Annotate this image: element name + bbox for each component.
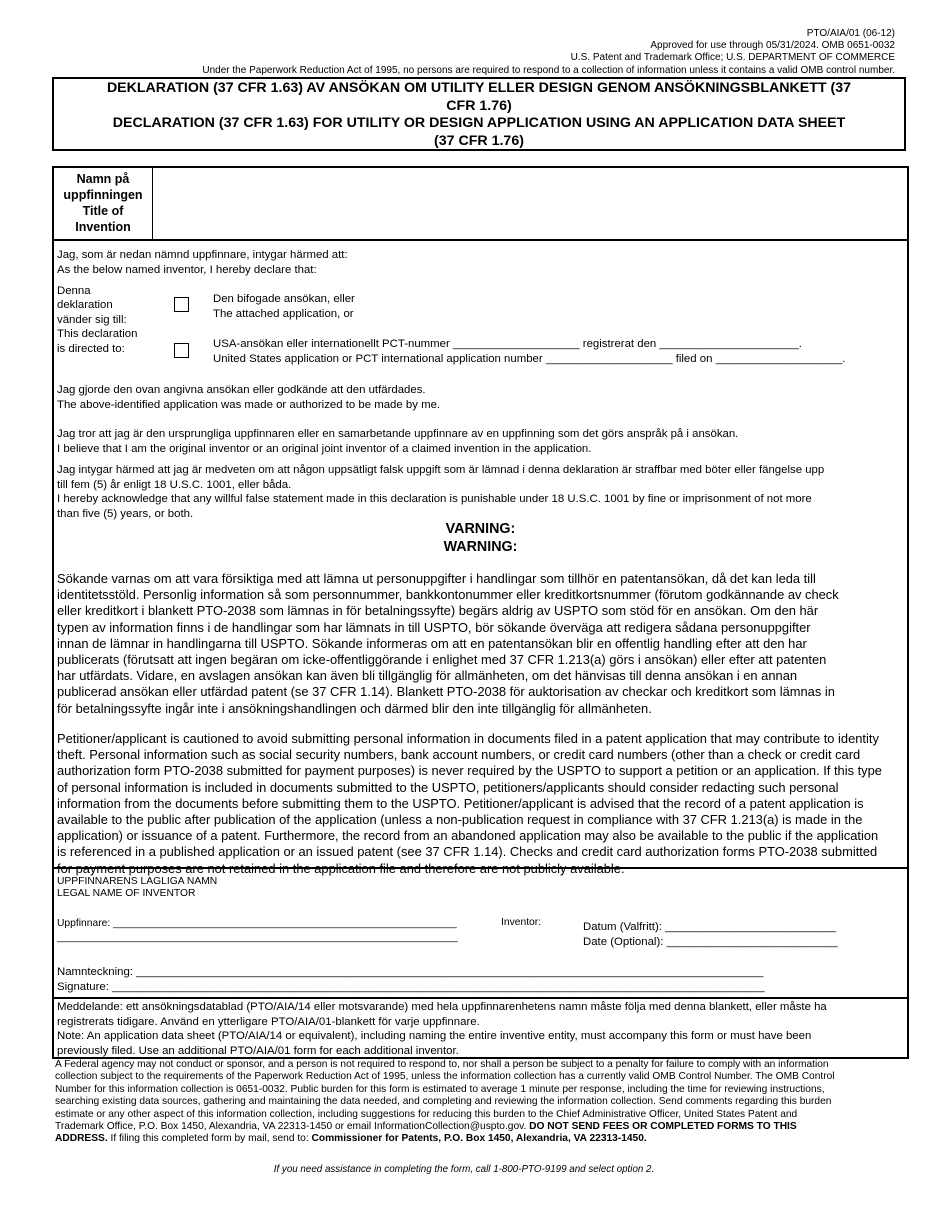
- option-prior-application: USA-ansökan eller internationellt PCT-nummer ____________________ registrerat den ______________________. United States application or PCT international application number ____________________ filed on ____________________.: [213, 338, 846, 365]
- title-swedish-line-2: CFR 1.76): [446, 97, 512, 114]
- warning-swedish-line: för betalningssyfte ingår inte i ansökningshandlingen och därmed blir den inte tillgänglig för allmänheten.: [57, 700, 652, 716]
- burden-statement-line: Number for this information collection is 0651-0032. Public burden for this form is estimated to average 1 minute per response, including the time for reviewing instructions,: [55, 1083, 825, 1095]
- assistance-line: If you need assistance in completing the form, call 1-800-PTO-9199 and select option 2.: [273, 1164, 655, 1175]
- divider: [54, 867, 907, 869]
- warning-swedish-line: eller kreditkort i blankett PTO-2038 som lämnas in för betalningssyfte) begärs aldrig av USPTO som stöd för en ansökan. Om den här: [57, 603, 819, 619]
- date-optional-field[interactable]: Datum (Valfritt): ___________________________ Date (Optional): ___________________________: [583, 921, 838, 948]
- warning-swedish-line: har utfärdats. Vidare, en avslagen ansökan kan även bli tillgänglig för allmänheten, om det hänvisas till denna ansökan i en annan: [57, 668, 798, 684]
- attached-application-checkbox[interactable]: [174, 297, 189, 312]
- burden-statement-line: estimate or any other aspect of this information collection, including suggestions for reducing this burden to the Chief Administrative Officer, United States Patent and: [55, 1108, 798, 1120]
- option-attached-application: Den bifogade ansökan, eller The attached application, or: [213, 293, 355, 320]
- declaration-form-body: [52, 166, 909, 1059]
- paperwork-notice: Under the Paperwork Reduction Act of 1995, no persons are required to respond to a collection of information unless it contains a valid OMB control number.: [202, 65, 895, 76]
- warning-swedish-text: [57, 571, 839, 717]
- legal-name-label: UPPFINNARENS LAGLIGA NAMN LEGAL NAME OF INVENTOR: [57, 876, 218, 899]
- warning-english-line: [57, 861, 882, 877]
- prior-application-checkbox[interactable]: [174, 343, 189, 358]
- warning-swedish-line: identitetsstöld. Personlig information så som personnummer, bankkontonummer eller kreditkortsnummer (förutom godkännande av check: [57, 587, 839, 603]
- warning-swedish-line: innan de lämnar in handlingarna till USPTO. Sökande informeras om att en patentansökan blir en offentlig handling efter att den har: [57, 635, 807, 651]
- warning-english-line: information from the documents before submitting them to the USPTO. Petitioner/applicant is advised that the record of a patent application is: [57, 795, 864, 811]
- burden-statement-line: A Federal agency may not conduct or sponsor, and a person is not required to respond to, nor shall a person be subject to a penalty for failure to comply with an information: [55, 1059, 829, 1070]
- directed-to-label: Denna deklaration vänder sig till: This declaration is directed to:: [57, 285, 138, 355]
- warning-english-text: [57, 731, 882, 877]
- declare-intro: Jag, som är nedan nämnd uppfinnare, intygar härmed att: As the below named inventor, I hereby declare that:: [57, 249, 348, 276]
- signature-field[interactable]: Namnteckning: ___________________________________________________________________________________________________ Signature: _______________________________________________________________________________________________________: [57, 966, 765, 993]
- warning-swedish-line: publicerad ansökan eller utfärdad patent (se 37 CFR 1.14). Blankett PTO-2038 för auktorisation av checkar och kreditkort som lämnas in: [57, 684, 835, 700]
- warning-english-line: of personal information is included in documents submitted to the USPTO, petitioners/applicants should consider redacting such personal: [57, 779, 839, 795]
- statement-application-made: Jag gjorde den ovan angivna ansökan eller godkände att den utfärdades. The above-identified application was made or authorized to be made by me.: [57, 384, 441, 411]
- warning-english-line: application) or issuance of a patent. Furthermore, the record from an abandoned application may also be available to the public if the application: [57, 828, 879, 844]
- title-english-line-1: DECLARATION (37 CFR 1.63) FOR UTILITY OR DESIGN APPLICATION USING AN APPLICATION DATA SHEET: [112, 115, 846, 131]
- form-title: [52, 77, 906, 151]
- burden-statement: A Federal agency may not conduct or sponsor, and a person is not required to respond to, nor shall a person be subject to a penalty for failure to comply with an information collection subject to the requirements of the Paperwork Reduction Act of 1995, unless the information collection has a currently valid OMB Control Number. The OMB Control Number for this information collection is 0651-0032. Public burden for this form is estimated to average 1 minute per response, including the time for reviewing instructions, searching existing data sources, gathering and maintaining the data needed, and completing and reviewing the information collection. Send comments regarding this burden estimate or any other aspect of this information collection, including suggestions for reducing this burden to the Chief Administrative Officer, United States Patent and Trademark Office, P.O. Box 1450, Alexandria, VA 22313-1450 or email InformationCollection@uspto.gov. DO NOT SEND FEES OR COMPLETED FORMS TO THIS ADDRESS. If filing this completed form by mail, send to: Commissioner for Patents, P.O. Box 1450, Alexandria, VA 22313-1450.: [55, 1059, 835, 1145]
- burden-statement-line: searching existing data sources, gathering and maintaining the data needed, and completing and reviewing the information collection. Send comments regarding this burden: [55, 1096, 832, 1108]
- divider: [54, 997, 907, 999]
- invention-title-label: Namn på uppfinningen Title of Invention: [54, 168, 153, 239]
- omb-approval: Approved for use through 05/31/2024. OMB 0651-0032: [650, 40, 895, 51]
- title-english-line-2: (37 CFR 1.76): [434, 132, 524, 149]
- warning-english-line: theft. Personal information such as social security numbers, bank account numbers, or credit card numbers (other than a check or credit card: [57, 747, 861, 763]
- invention-title-field[interactable]: [154, 168, 906, 238]
- warning-swedish-line: publicerats (förutsatt att ingen begäran om icke-offentliggörande i enlighet med 37 CFR 1.213(a) görs i ansökan) eller efter att patenten: [57, 652, 827, 668]
- title-swedish-line-1: DEKLARATION (37 CFR 1.63) AV ANSÖKAN OM UTILITY ELLER DESIGN GENOM ANSÖKNINGSBLANKETT (37: [106, 80, 852, 96]
- warning-swedish-line: Sökande varnas om att vara försiktiga med att lämna ut personuppgifter i handlingar som tillhör en patentansökan, då det kan leda till: [57, 571, 816, 586]
- warning-swedish-line: typen av information finns i de handlingar som har lämnats in till USPTO, bör sökande överväga att redigera sådana personuppgifter: [57, 619, 811, 635]
- statement-false-statement-acknowledgment: Jag intygar härmed att jag är medveten om att någon uppsätligt falsk uppgift som är lämnad i denna deklaration är straffbar med böter eller fängelse upp till fem (5) år enligt 18 U.S.C. 1001, eller båda. I hereby acknowledge that any willful false statement made in this declaration is punishable under 18 U.S.C. 1001 by fine or imprisonment of not more than five (5) years, or both.: [57, 464, 825, 520]
- form-number: PTO/AIA/01 (06-12): [806, 28, 895, 39]
- warning-english-line: available to the public after publication of the application (unless a non-publication request in compliance with 37 CFR 1.213(a) is made in the: [57, 812, 863, 828]
- warning-english-line: is referenced in a published application or an issued patent (see 37 CFR 1.14). Checks and credit card authorization forms PTO-2038 submitted: [57, 844, 878, 860]
- ads-note: Meddelande: ett ansökningsdatablad (PTO/AIA/14 eller motsvarande) med hela uppfinnarenhetens namn måste följa med denna blankett, eller måste ha registrerats tidigare. Använd en ytterligare PTO/AIA/01-blankett för varje uppfinnare. Note: An application data sheet (PTO/AIA/14 or equivalent), including naming the entire inventive entity, must accompany this form or must have been previously filed. Use an additional PTO/AIA/01 form for each additional inventor.: [57, 1001, 827, 1057]
- inventor-label-english: Inventor:: [501, 917, 542, 928]
- warning-title: VARNING: WARNING:: [443, 521, 518, 555]
- inventor-name-field[interactable]: Uppfinnare: ____________________________________________________________ ______________________________________________________________________: [57, 918, 458, 943]
- warning-english-line: Petitioner/applicant is cautioned to avoid submitting personal information in documents filed in a patent application that may contribute to identity: [57, 731, 879, 746]
- burden-statement-line: collection subject to the requirements of the Paperwork Reduction Act of 1995, unless the information collection has a currently valid OMB Control Number. The OMB Control: [55, 1071, 835, 1083]
- statement-original-inventor: Jag tror att jag är den ursprungliga uppfinnaren eller en samarbetande uppfinnare av en uppfinning som det görs anspråk på i ansökan. I believe that I am the original inventor or an original joint inventor of a claimed invention in the application.: [57, 428, 739, 455]
- agency-name: U.S. Patent and Trademark Office; U.S. DEPARTMENT OF COMMERCE: [570, 52, 895, 63]
- divider: [54, 239, 907, 241]
- warning-english-line: authorization form PTO-2038 submitted for payment purposes) is never required by the USPTO to support a petition or an application. If this type: [57, 763, 882, 779]
